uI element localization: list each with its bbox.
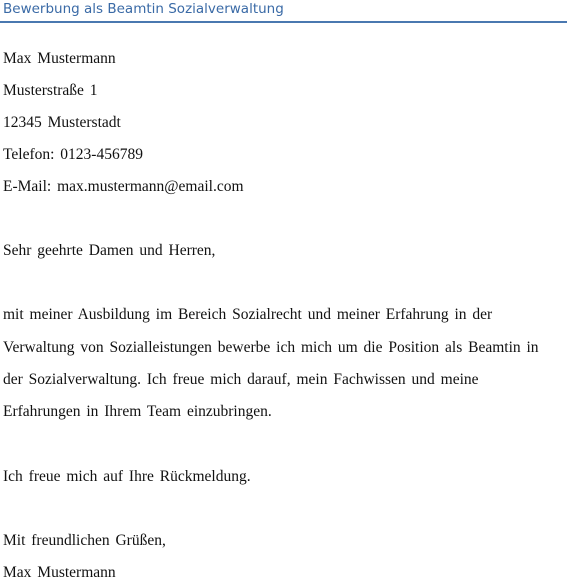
letter-closing: Mit freundlichen Grüßen, <box>3 532 166 549</box>
letter-body-line: der Sozialverwaltung. Ich freue mich darauf, mein Fachwissen und meine <box>3 371 479 388</box>
letter-salutation: Sehr geehrte Damen und Herren, <box>3 242 216 259</box>
letter-closing-note: Ich freue mich auf Ihre Rückmeldung. <box>3 468 251 485</box>
sender-name: Max Mustermann <box>3 50 116 67</box>
document-header-title: Bewerbung als Beamtin Sozialverwaltung <box>3 1 284 17</box>
sender-email: E-Mail: max.mustermann@email.com <box>3 178 244 195</box>
header-divider <box>0 21 567 23</box>
sender-phone: Telefon: 0123-456789 <box>3 146 143 163</box>
letter-signature: Max Mustermann <box>3 564 116 581</box>
sender-city: 12345 Musterstadt <box>3 114 121 131</box>
letter-body-line: Verwaltung von Sozialleistungen bewerbe ich mich um die Position als Beamtin in <box>3 339 539 356</box>
sender-street: Musterstraße 1 <box>3 82 98 99</box>
letter-body-line: mit meiner Ausbildung im Bereich Sozialrecht und meiner Erfahrung in der <box>3 306 493 323</box>
letter-body-line: Erfahrungen in Ihrem Team einzubringen. <box>3 403 272 420</box>
